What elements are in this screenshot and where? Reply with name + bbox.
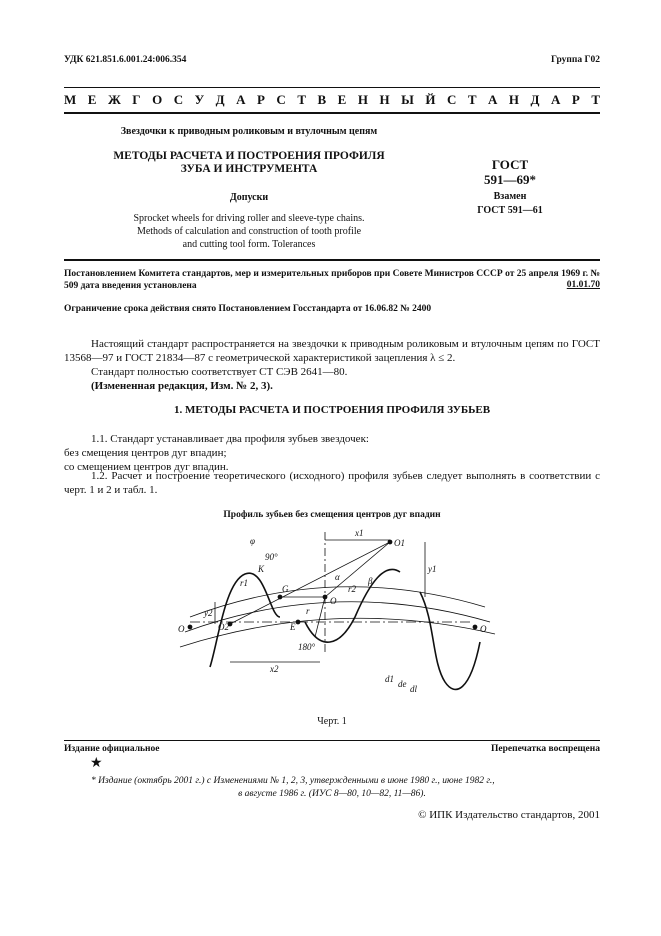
label-angle180: 180°	[298, 642, 316, 652]
label-g: G	[282, 584, 289, 594]
compliance-paragraph: Стандарт полностью соответствует СТ СЭВ 2641—80.	[91, 366, 348, 378]
limit-text: Ограничение срока действия снято Постановлением Госстандарта от 16.06.82 № 2400	[64, 304, 432, 314]
gost-label: ГОСТ	[491, 157, 529, 172]
label-beta: β	[368, 576, 373, 586]
tolerances-subtitle: Допуски	[229, 192, 269, 203]
label-y2: y2	[204, 608, 213, 618]
section-title: 1. МЕТОДЫ РАСЧЕТА И ПОСТРОЕНИЯ ПРОФИЛЯ ЗУБЬЕВ	[173, 404, 491, 416]
title-block-rule	[64, 259, 600, 261]
label-k: K	[258, 564, 265, 574]
label-angle90: 90°	[265, 552, 278, 562]
label-x1: x1	[355, 528, 364, 538]
subject-line: Звездочки к приводным роликовым и втулочным цепям	[120, 126, 378, 137]
paragraph-1-2: 1.2. Расчет и построение теоретического (исходного) профиля зубьев следует выполнять в соответствии с черт. 1 и 2 и табл. 1.	[64, 470, 600, 496]
paragraph-1-1-b: со смещением центров дуг впадин.	[64, 461, 229, 473]
label-x2: x2	[270, 664, 279, 674]
decree-text: Постановлением Комитета стандартов, мер и измерительных приборов при Совете Министров СССР от 25 апреля 1969 г. № 509 дата введения установлена	[64, 269, 600, 291]
title-line-2: ЗУБА И ИНСТРУМЕНТА	[180, 163, 318, 175]
label-o-right: O	[480, 624, 487, 634]
paragraph-1-1: 1.1. Стандарт устанавливает два профиля зубьев звездочек:	[91, 433, 369, 445]
line-o1-o	[325, 542, 390, 597]
english-line-3: and cutting tool form. Tolerances	[182, 239, 316, 250]
english-line-2: Methods of calculation and construction of tooth profile	[136, 226, 362, 237]
figure-caption: Профиль зубьев без смещения центров дуг впадин	[223, 510, 441, 520]
point-o1	[388, 540, 392, 544]
intro-paragraph: Настоящий стандарт распространяется на звездочки к приводным роликовым и втулочным цепям по ГОСТ 13568—97 и ГОСТ 21834—87 с геометрической характеристикой зацепления λ ≤ 2.	[64, 338, 600, 364]
label-r1: r1	[240, 578, 249, 588]
udk-code: УДК 621.851.6.001.24:006.354	[64, 55, 187, 65]
line-o1-o2	[230, 542, 390, 624]
standard-type-heading: М Е Ж Г О С У Д А Р С Т В Е Н Н Ы Й С Т А Н Д А Р Т	[64, 92, 600, 107]
point-o	[323, 595, 327, 599]
decree-date: 01.01.70	[566, 280, 600, 290]
figure-label: Черт. 1	[317, 716, 347, 727]
reprint-label: Перепечатка воспрещена	[490, 744, 600, 754]
amendment-paragraph: (Измененная редакция, Изм. № 2, 3).	[91, 380, 273, 392]
point-e	[296, 620, 300, 624]
copyright: © ИПК Издательство стандартов, 2001	[418, 809, 600, 821]
label-r: r	[306, 606, 310, 616]
point-o-right	[473, 625, 477, 629]
label-de: de	[398, 679, 407, 689]
pitch-circle-arc	[185, 602, 490, 632]
label-o-left: O	[178, 624, 185, 634]
label-y1: y1	[428, 564, 437, 574]
document-title	[64, 150, 434, 176]
paragraph-1-1-a: без смещения центров дуг впадин;	[64, 447, 227, 459]
edition-label: Издание официальное	[64, 744, 160, 754]
heading-rule	[64, 112, 600, 114]
group-code: Группа Г02	[551, 55, 600, 65]
english-title	[64, 212, 434, 251]
label-d1: d1	[385, 674, 394, 684]
edition-note-line-1: * Издание (октябрь 2001 г.) с Изменениями № 1, 2, 3, утвержденными в июне 1980 г., июне 1982 г.,	[91, 776, 495, 786]
replaces-number: ГОСТ 591—61	[477, 205, 543, 216]
top-rule	[64, 87, 600, 88]
title-line-1: МЕТОДЫ РАСЧЕТА И ПОСТРОЕНИЯ ПРОФИЛЯ	[113, 150, 385, 162]
star-icon: ★	[90, 756, 103, 771]
label-e: E	[290, 622, 296, 632]
point-g	[278, 595, 282, 599]
gost-designation	[440, 157, 580, 218]
tooth-profile-drawing	[170, 522, 500, 712]
edition-note-line-2: в августе 1986 г. (ИУС 8—80, 10—82, 11—86).	[238, 789, 426, 799]
english-line-1: Sprocket wheels for driving roller and sleeve-type chains.	[133, 213, 365, 224]
label-o2: O2	[218, 622, 229, 632]
label-dl: dl	[410, 684, 418, 694]
replaces-label: Взамен	[493, 191, 527, 202]
label-phi: φ	[250, 536, 255, 546]
point-o-left	[188, 625, 192, 629]
profile-curve-right	[420, 592, 480, 689]
footer-rule	[64, 740, 600, 741]
label-o1: O1	[394, 538, 405, 548]
gost-number: 591—69*	[484, 172, 536, 187]
label-o: O	[330, 596, 337, 606]
label-r2: r2	[348, 584, 357, 594]
profile-curve-middle	[305, 569, 400, 642]
label-alpha: α	[335, 572, 340, 582]
